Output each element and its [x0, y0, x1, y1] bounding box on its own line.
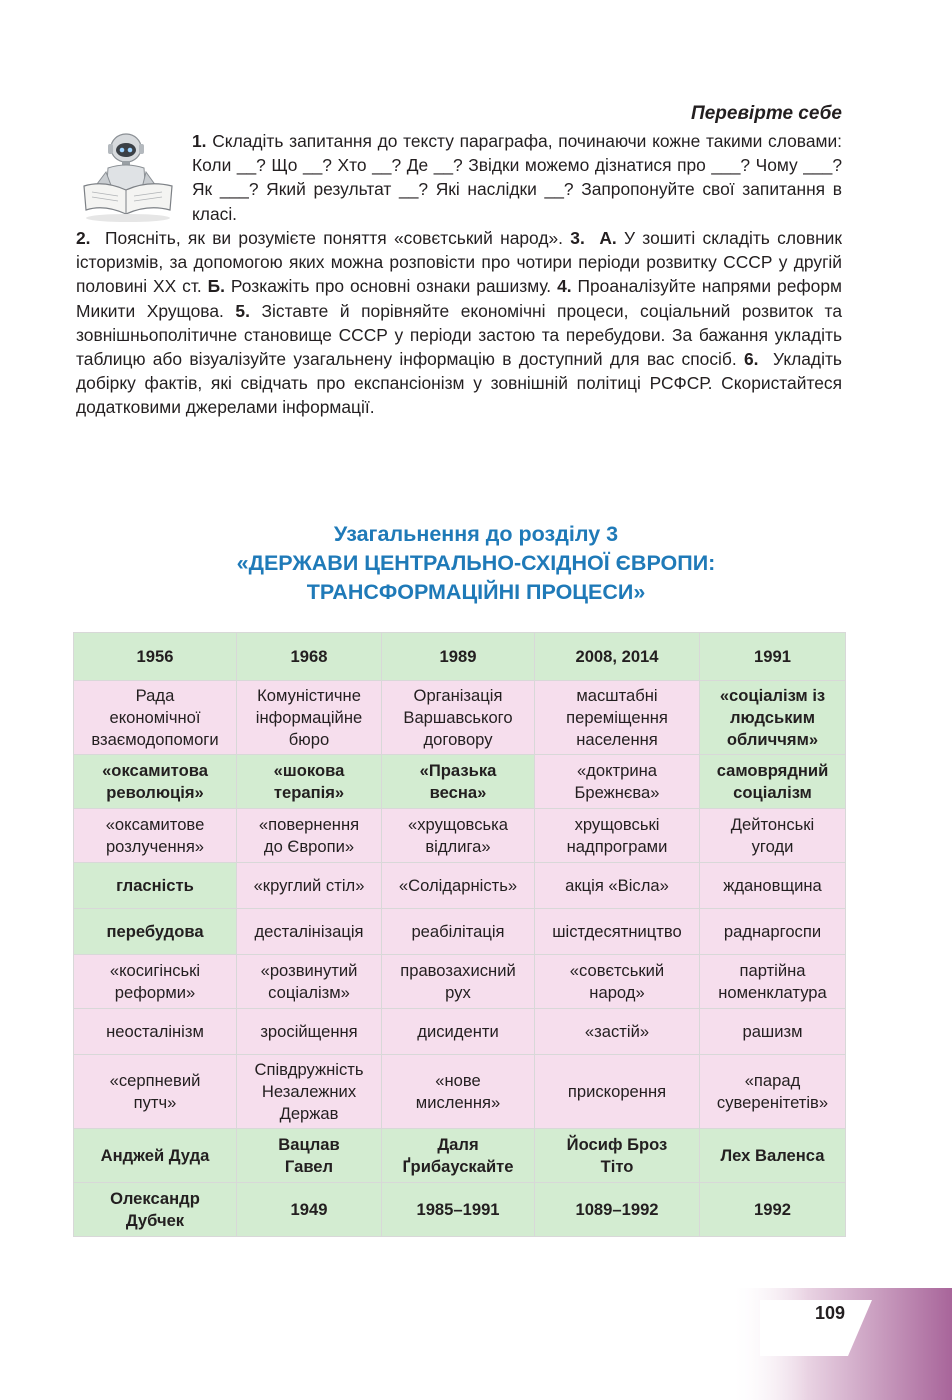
table-cell: перебудова — [74, 909, 237, 955]
question-1: 1. Складіть запитання до тексту параграфа, починаючи кожне такими словами: Коли __? Що __? Хто __? Де __? Звідки можемо дізнатися про ___? Чому ___? Як ___? Який результат __? Які наслідки __? Запропонуйте свої запитання в класі. — [192, 131, 842, 224]
table-cell: 1949 — [237, 1183, 382, 1237]
table-cell: 1089–1992 — [535, 1183, 700, 1237]
table-cell: Організація Варшавського договору — [382, 681, 535, 755]
table-cell: «круглий стіл» — [237, 863, 382, 909]
table-cell: Рада економічної взаємодопомоги — [74, 681, 237, 755]
table-cell: правозахисний рух — [382, 955, 535, 1009]
table-cell: шістдесятництво — [535, 909, 700, 955]
table-cell: «косигінські реформи» — [74, 955, 237, 1009]
table-cell: «розвинутий соціалізм» — [237, 955, 382, 1009]
page-number: 109 — [814, 1303, 846, 1323]
table-cell: 2008, 2014 — [535, 633, 700, 681]
table-cell: «оксамитове розлучення» — [74, 809, 237, 863]
table-cell: «Солідарність» — [382, 863, 535, 909]
table-cell: «шокова терапія» — [237, 755, 382, 809]
table-cell: «соціалізм із людським обличчям» — [700, 681, 846, 755]
table-cell: Даля Ґрибаускайте — [382, 1129, 535, 1183]
table-cell: 1992 — [700, 1183, 846, 1237]
table-cell: 1968 — [237, 633, 382, 681]
table-cell: зросійщення — [237, 1009, 382, 1055]
table-cell: 1989 — [382, 633, 535, 681]
table-cell: Дейтонські угоди — [700, 809, 846, 863]
table-cell: 1956 — [74, 633, 237, 681]
table-cell: ждановщина — [700, 863, 846, 909]
table-cell: рашизм — [700, 1009, 846, 1055]
table-cell: «нове мислення» — [382, 1055, 535, 1129]
table-cell: «совєтський народ» — [535, 955, 700, 1009]
table-cell: «застій» — [535, 1009, 700, 1055]
table-cell: хрущовські надпрограми — [535, 809, 700, 863]
table-cell: «серпневий путч» — [74, 1055, 237, 1129]
questions-2-6: 2. Поясніть, як ви розумієте поняття «совєтський народ». 3. А. У зошиті складіть словник історизмів, за допомогою яких можна розповісти про чотири періоди розвитку СССР у другій половині ХХ ст. Б. Розкажіть про основні ознаки рашизму. 4. Проаналізуйте напрями реформ Микити Хрущова. 5. Зіставте й порівняйте економічні процеси, соціальний розвиток та зовнішньополітичне становище СССР у періоди застою та перебудови. За бажання укладіть таблицю або візуалізуйте узагальнену інформацію в доступний для вас спосіб. 6. Укладіть добірку фактів, які свідчать про експансіонізм у зовнішній політиці РСФСР. Скористайтеся додатковими джерелами інформації. — [76, 228, 842, 418]
table-cell: реабілітація — [382, 909, 535, 955]
table-cell: неосталінізм — [74, 1009, 237, 1055]
table-cell: акція «Вісла» — [535, 863, 700, 909]
table-cell: «хрущовська відлига» — [382, 809, 535, 863]
table-cell: «Празька весна» — [382, 755, 535, 809]
section-title-line: «ДЕРЖАВИ ЦЕНТРАЛЬНО-СХІДНОЇ ЄВРОПИ: — [236, 551, 716, 575]
table-cell: 1991 — [700, 633, 846, 681]
section-title-line: ТРАНСФОРМАЦІЙНІ ПРОЦЕСИ» — [306, 580, 646, 604]
table-cell: Вацлав Гавел — [237, 1129, 382, 1183]
table-cell: Співдружність Незалежних Держав — [237, 1055, 382, 1129]
table-cell: самоврядний соціалізм — [700, 755, 846, 809]
table-cell: «повернення до Європи» — [237, 809, 382, 863]
table-cell: Анджей Дуда — [74, 1129, 237, 1183]
section-title-line: Узагальнення до розділу 3 — [333, 522, 619, 546]
table-cell: десталінізація — [237, 909, 382, 955]
table-cell: «парад суверенітетів» — [700, 1055, 846, 1129]
table-cell: Олександр Дубчек — [74, 1183, 237, 1237]
table-cell: «доктрина Брежнєва» — [535, 755, 700, 809]
table-cell: прискорення — [535, 1055, 700, 1129]
table-cell: раднаргоспи — [700, 909, 846, 955]
table-cell: гласність — [74, 863, 237, 909]
table-cell: дисиденти — [382, 1009, 535, 1055]
check-yourself-heading: Перевірте себе — [691, 103, 842, 124]
table-cell: 1985–1991 — [382, 1183, 535, 1237]
table-cell: «оксамитова революція» — [74, 755, 237, 809]
table-cell: Комуністичне інформаційне бюро — [237, 681, 382, 755]
table-cell: партійна номенклатура — [700, 955, 846, 1009]
table-cell: Йосиф Броз Тіто — [535, 1129, 700, 1183]
table-cell: масштабні переміщення населення — [535, 681, 700, 755]
table-cell: Лех Валенса — [700, 1129, 846, 1183]
